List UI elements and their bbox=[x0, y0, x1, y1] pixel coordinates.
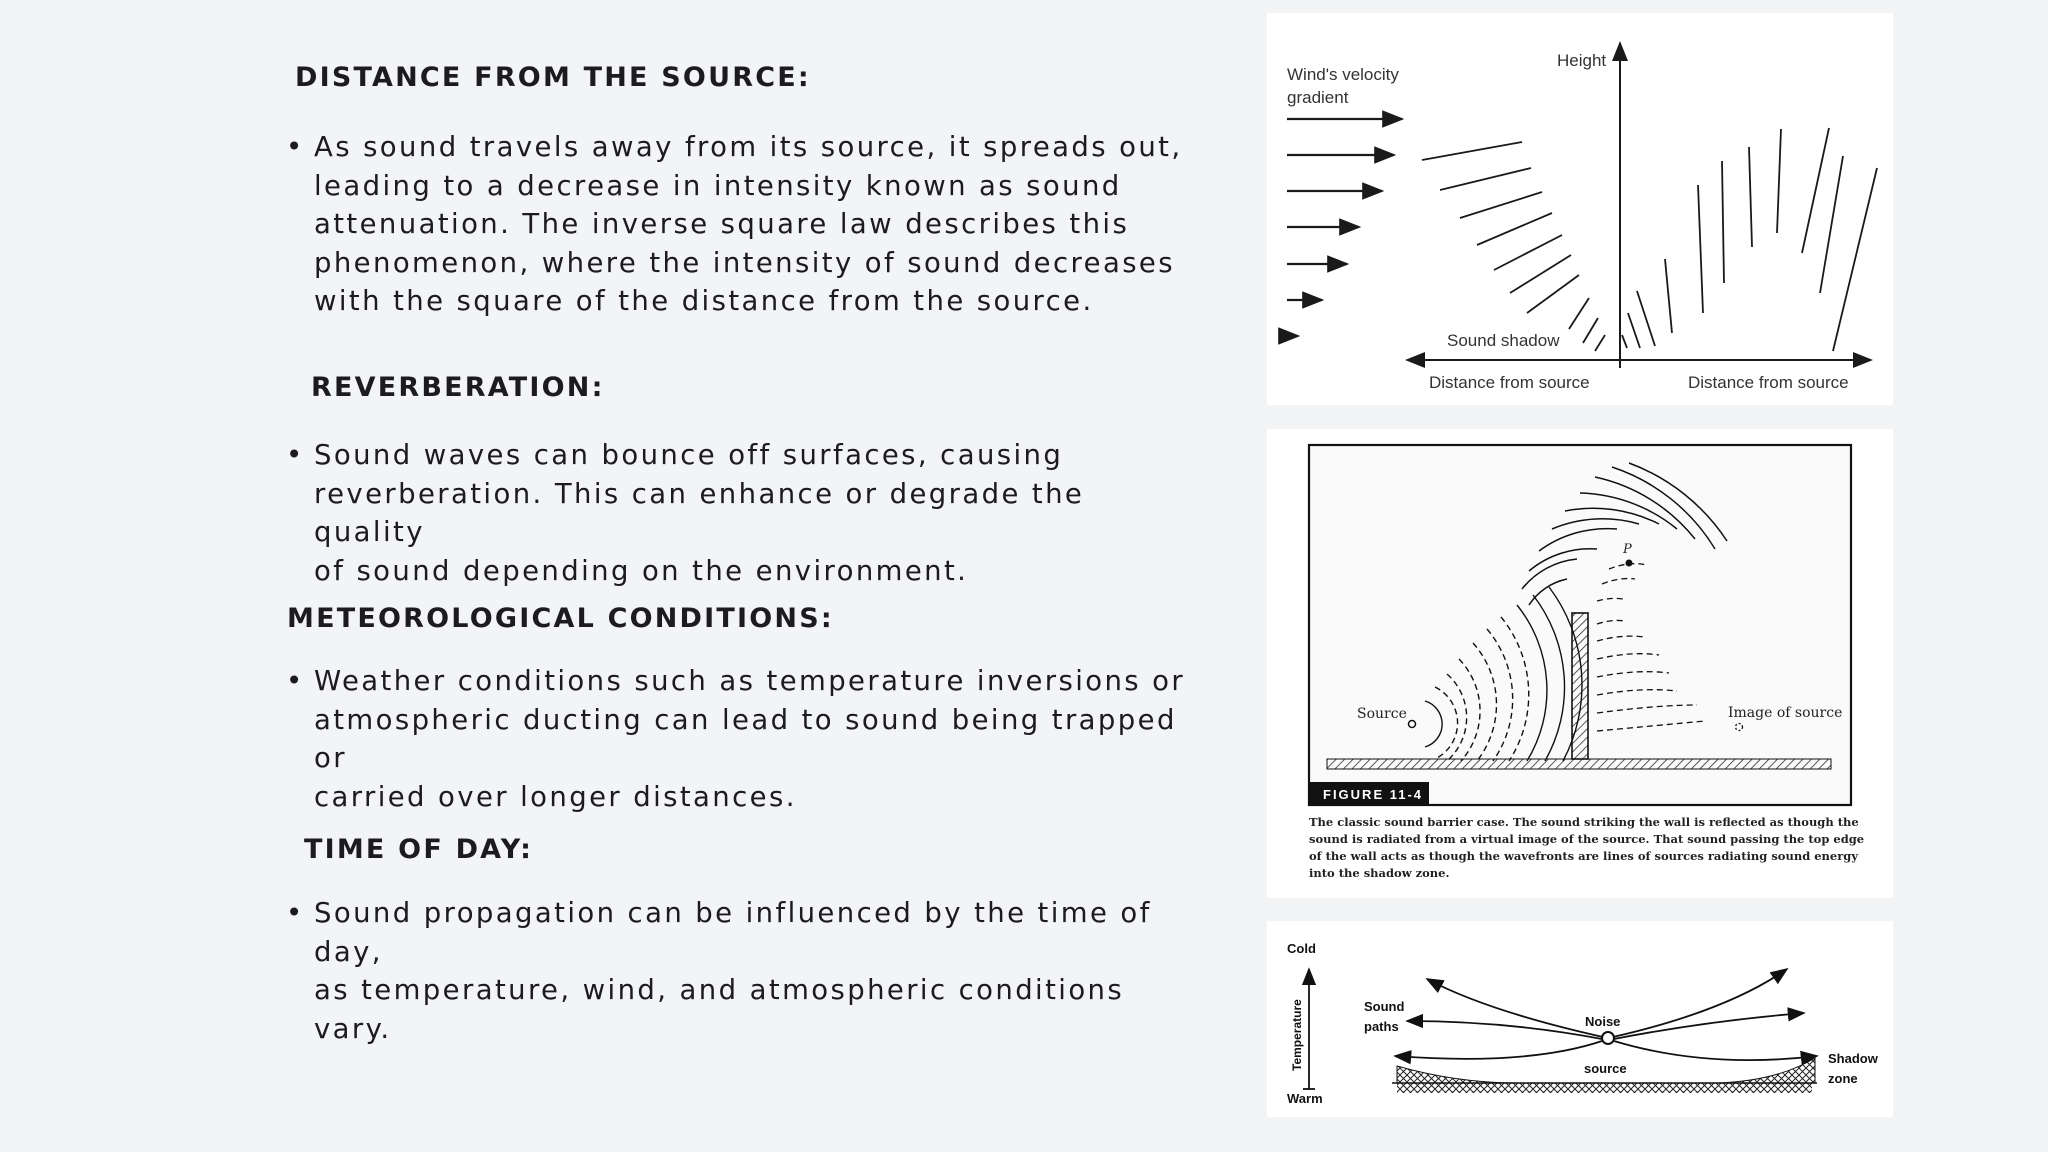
bullet-meteorological bbox=[286, 662, 1206, 816]
sound-paths-label-1: Sound bbox=[1364, 999, 1405, 1014]
source-label: source bbox=[1584, 1061, 1627, 1076]
point-p bbox=[1626, 560, 1633, 567]
image-source-label: Image of source bbox=[1728, 705, 1843, 721]
bullet-dot: • bbox=[286, 897, 305, 929]
heading-meteorological: METEOROLOGICAL CONDITIONS: bbox=[287, 603, 834, 634]
heading-reverberation: REVERBERATION: bbox=[311, 372, 605, 403]
shadow-zone-left bbox=[1397, 1066, 1517, 1083]
bullet-line: phenomenon, where the intensity of sound decreases bbox=[314, 246, 1175, 279]
sound-shadow-label: Sound shadow bbox=[1447, 331, 1560, 350]
shadow-label-1: Shadow bbox=[1828, 1051, 1878, 1066]
bullet-dot: • bbox=[286, 439, 305, 471]
warm-label: Warm bbox=[1287, 1091, 1323, 1106]
bullet-line: as temperature, wind, and atmospheric conditions vary. bbox=[314, 974, 1125, 1045]
temperature-label: Temperature bbox=[1290, 999, 1304, 1071]
shadow-label-2: zone bbox=[1828, 1071, 1858, 1086]
cold-label: Cold bbox=[1287, 941, 1316, 956]
bullet-line: atmospheric ducting can lead to sound being trapped or bbox=[314, 703, 1177, 774]
figure-wind-gradient bbox=[1267, 13, 1893, 405]
caption-line: The classic sound barrier case. The sound striking the wall is reflected as though the bbox=[1309, 815, 1859, 829]
bullet-dot: • bbox=[286, 665, 305, 697]
heading-time-of-day: TIME OF DAY: bbox=[304, 834, 534, 865]
ground bbox=[1327, 759, 1831, 769]
source-label: Source bbox=[1357, 706, 1407, 722]
bullet-line: carried over longer distances. bbox=[314, 780, 797, 813]
shadow-zone-diagram bbox=[1267, 921, 1893, 1117]
bullet-line: Sound propagation can be influenced by the time of day, bbox=[314, 897, 1152, 968]
distance-right-label: Distance from source bbox=[1688, 373, 1849, 392]
caption-line: sound is radiated from a virtual image of the source. That sound passing the top edge bbox=[1309, 832, 1865, 846]
bullet-dot: • bbox=[286, 131, 305, 163]
bullet-line: of sound depending on the environment. bbox=[314, 554, 969, 587]
caption-line: into the shadow zone. bbox=[1309, 866, 1450, 880]
height-label: Height bbox=[1557, 51, 1607, 70]
noise-source bbox=[1602, 1032, 1614, 1044]
bullet-line: As sound travels away from its source, it spreads out, bbox=[314, 131, 1183, 163]
bullet-time-of-day bbox=[286, 894, 1206, 1048]
bullet-line: attenuation. The inverse square law describes this bbox=[314, 208, 1130, 240]
wind-label-2: gradient bbox=[1287, 88, 1349, 107]
figure-sound-barrier bbox=[1267, 429, 1893, 898]
bullet-line: Sound waves can bounce off surfaces, causing bbox=[314, 439, 1064, 471]
sound-barrier-diagram bbox=[1267, 429, 1893, 898]
figure-shadow-zone bbox=[1267, 921, 1893, 1117]
point-p-label: P bbox=[1623, 542, 1632, 557]
sound-paths-label-2: paths bbox=[1364, 1019, 1399, 1034]
bullet-line: with the square of the distance from the source. bbox=[314, 285, 1094, 317]
bullet-line: reverberation. This can enhance or degrade the quality bbox=[314, 477, 1085, 548]
distance-left-label: Distance from source bbox=[1429, 373, 1590, 392]
noise-label: Noise bbox=[1585, 1014, 1621, 1029]
wavefronts-left bbox=[1422, 142, 1605, 351]
bullet-line: leading to a decrease in intensity known as sound bbox=[314, 169, 1122, 202]
bullet-line: Weather conditions such as temperature inversions or bbox=[314, 665, 1186, 697]
shadow-zone-right bbox=[1717, 1058, 1815, 1083]
wavefronts-right bbox=[1622, 128, 1877, 351]
wind-label-1: Wind's velocity bbox=[1287, 65, 1399, 84]
ground-band bbox=[1397, 1083, 1812, 1093]
heading-distance: DISTANCE FROM THE SOURCE: bbox=[295, 62, 811, 93]
figure-tag: FIGURE 11-4 bbox=[1323, 787, 1424, 802]
bullet-reverberation bbox=[286, 436, 1206, 590]
bullet-distance bbox=[286, 128, 1206, 321]
wind-gradient-diagram bbox=[1267, 13, 1893, 405]
caption-line: of the wall acts as though the wavefronts are lines of sources radiating sound energy bbox=[1309, 849, 1859, 863]
